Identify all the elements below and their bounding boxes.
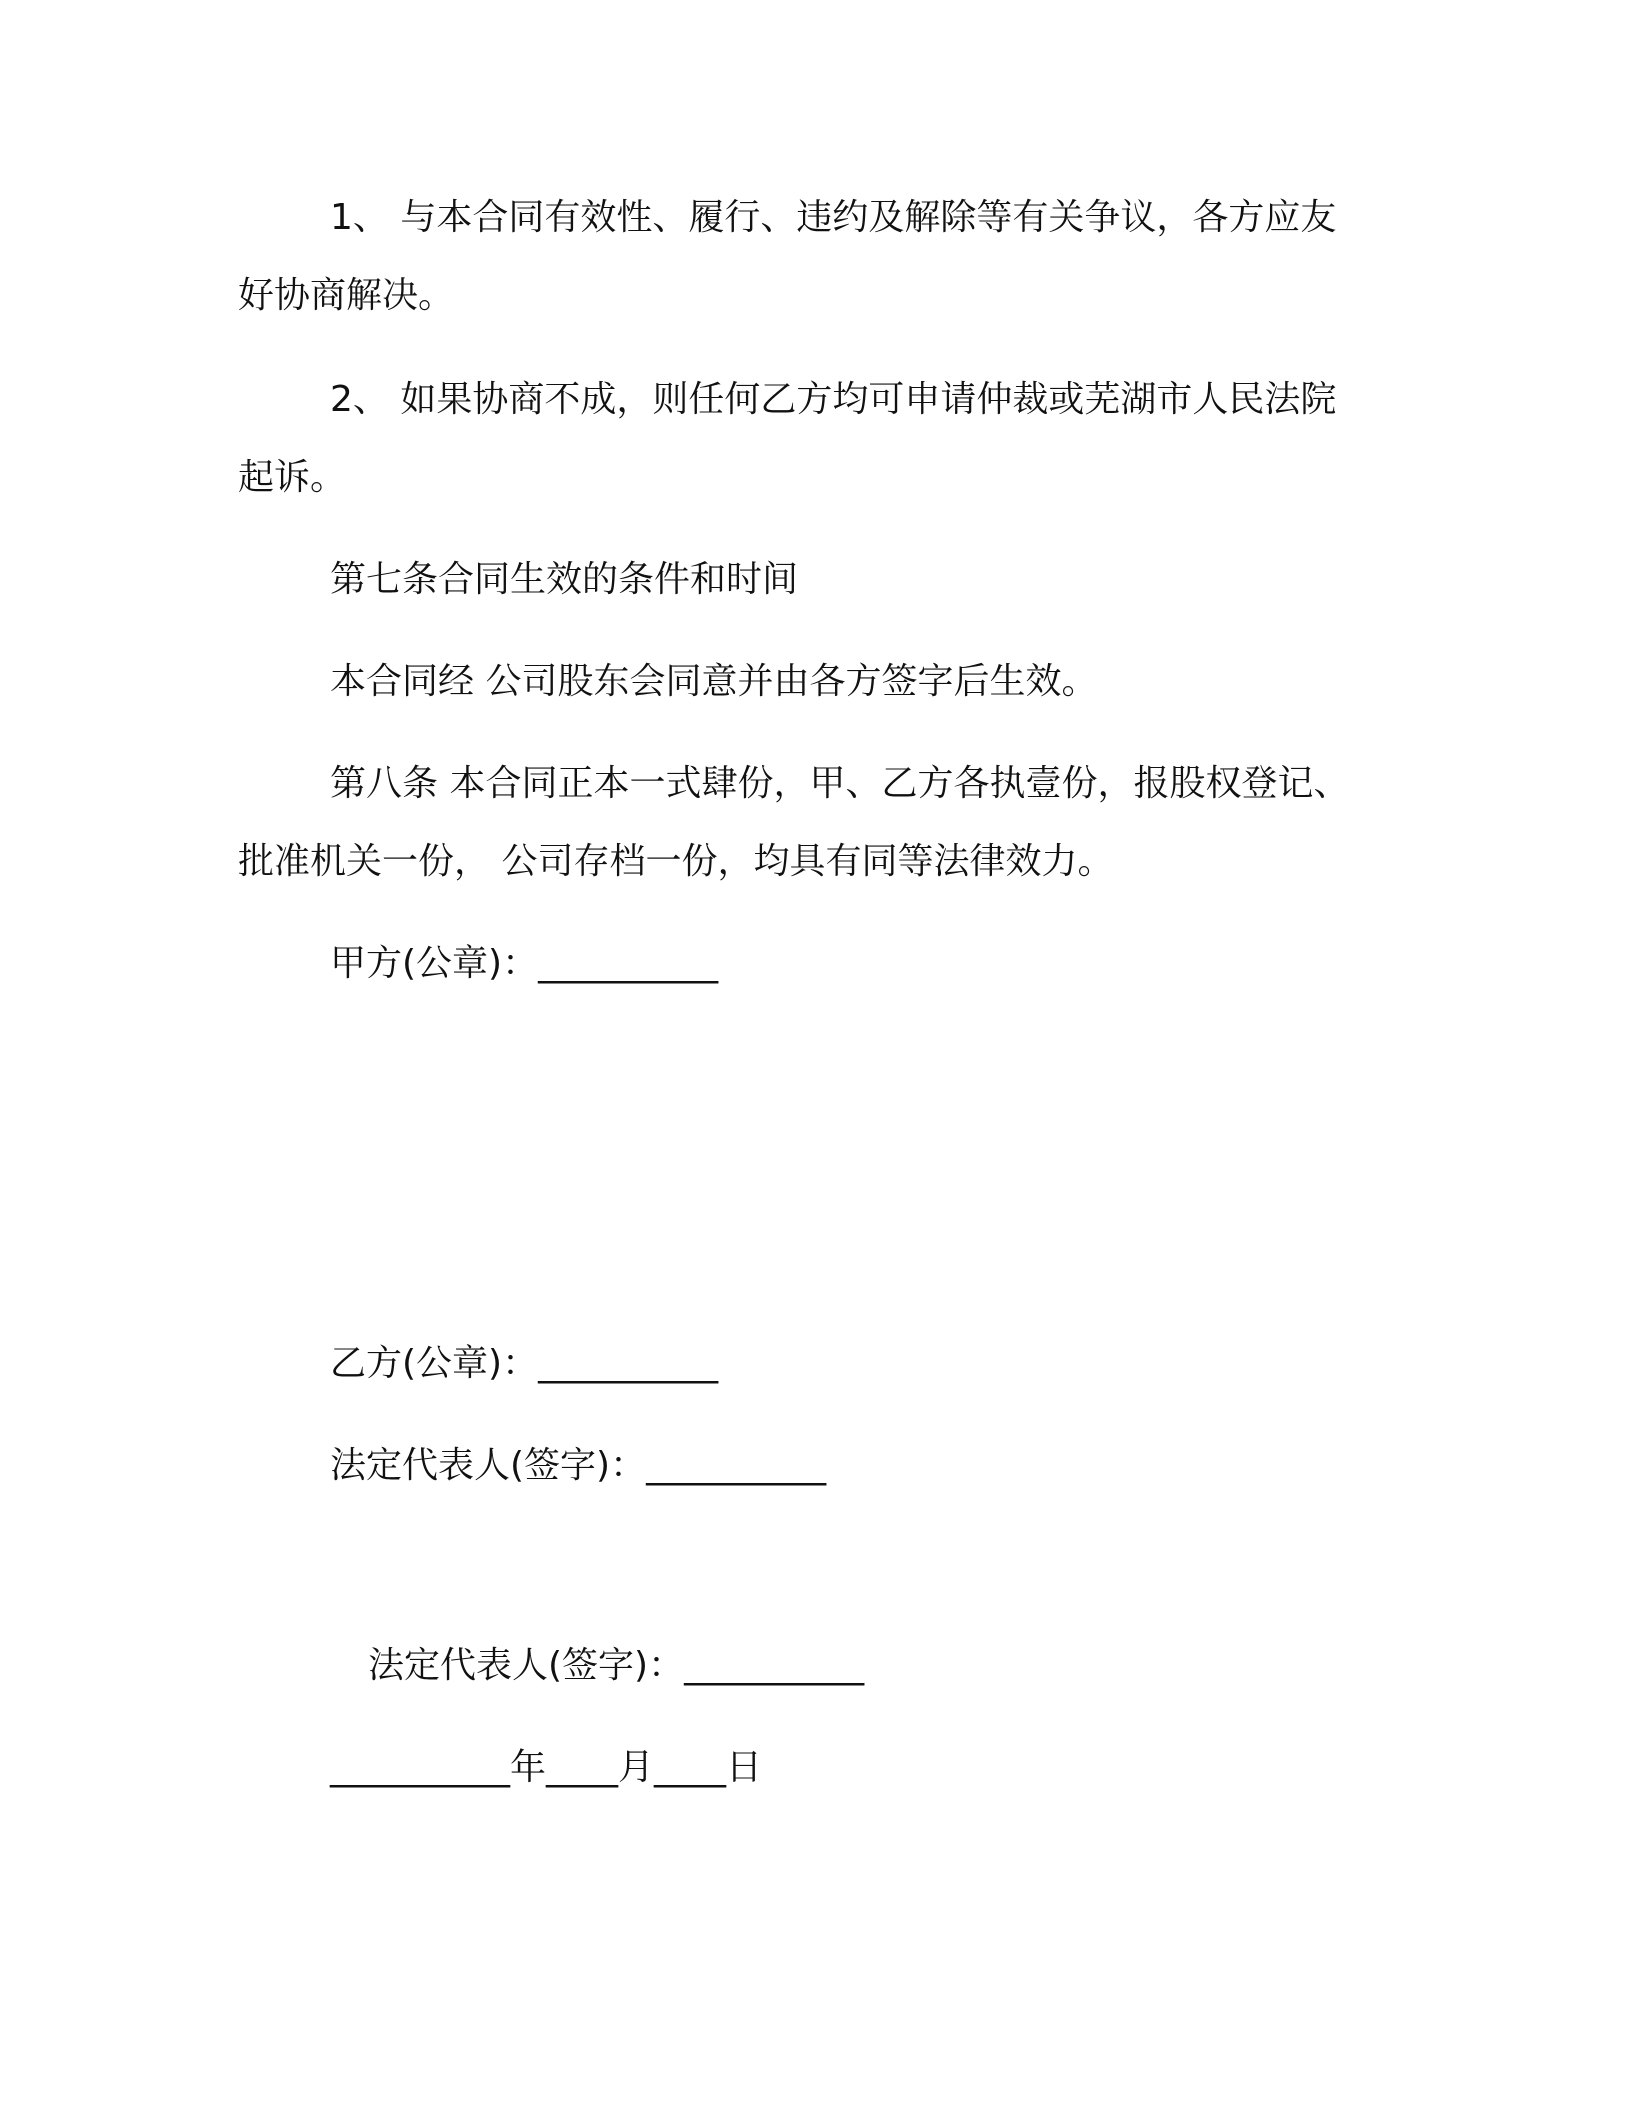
party-b-seal-line: 乙方(公章)：__________	[330, 1343, 719, 1384]
article-7-heading: 第七条合同生效的条件和时间	[330, 559, 799, 600]
clause-2-line-1: 2、 如果协商不成，则任何乙方均可申请仲裁或芜湖市人民法院	[330, 379, 1337, 420]
date-line: __________年____月____日	[330, 1747, 762, 1788]
legal-representative-signature-line-1: 法定代表人(签字)：__________	[330, 1445, 827, 1486]
article-8-line-2: 批准机关一份， 公司存档一份，均具有同等法律效力。	[238, 841, 1114, 882]
clause-2-line-2: 起诉。	[238, 457, 347, 498]
clause-1-line-1: 1、 与本合同有效性、履行、违约及解除等有关争议，各方应友	[330, 197, 1337, 238]
article-8-line-1: 第八条 本合同正本一式肆份，甲、乙方各执壹份，报股权登记、	[330, 763, 1350, 804]
clause-1-line-2: 好协商解决。	[238, 275, 455, 316]
article-7-body: 本合同经 公司股东会同意并由各方签字后生效。	[330, 661, 1098, 702]
party-a-seal-line: 甲方(公章)：__________	[330, 943, 719, 984]
legal-representative-signature-line-2: 法定代表人(签字)：__________	[368, 1645, 865, 1686]
